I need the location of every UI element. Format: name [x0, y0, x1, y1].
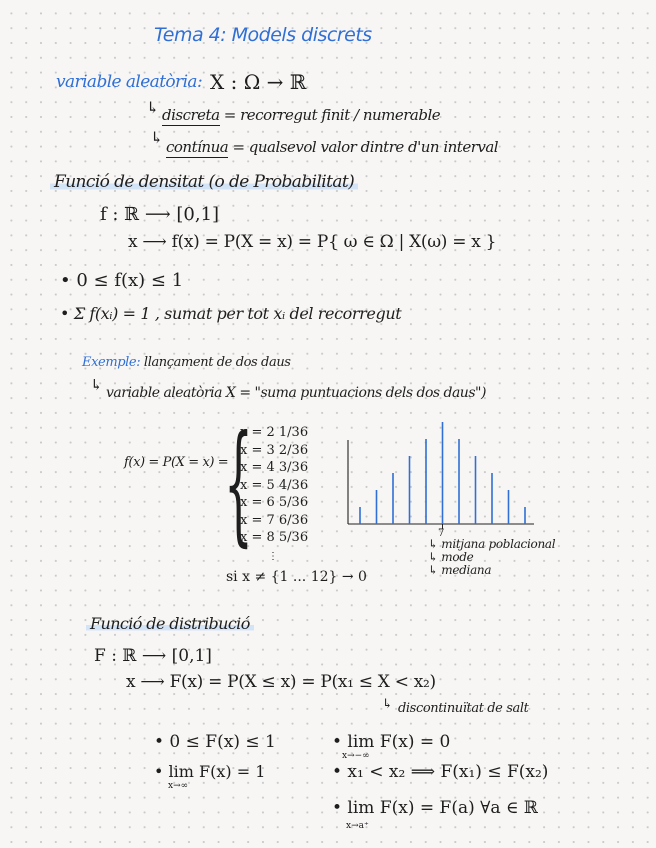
cases-otherwise: si x ≠ {1 ... 12} → 0: [226, 569, 367, 585]
page-title: Tema 4: Models discrets: [154, 24, 372, 46]
case-item: x = 2 1/36: [240, 425, 309, 440]
exemple-text: llançament de dos daus: [140, 355, 291, 370]
dist-prop-right-2: • x₁ < x₂ ⟹ F(x₁) ≤ F(x₂): [332, 762, 549, 782]
dist-prop-right-3-sub: x→a⁺: [346, 821, 369, 831]
arrow-sub-icon: ↳: [146, 98, 160, 117]
dist-prop-left-1: • 0 ≤ F(x) ≤ 1: [154, 732, 276, 752]
case-item: x = 3 2/36: [240, 442, 309, 458]
cases-dots: ⋮: [268, 551, 278, 562]
case-item: x = 7 6/36: [240, 512, 309, 528]
case-item: x = 5 4/36: [240, 477, 309, 493]
variable-aleatoria-label: variable aleatòria:: [56, 72, 203, 92]
case-item: x = 4 3/36: [240, 460, 309, 475]
dist-prop-left-2: • lim F(x) = 1: [154, 762, 266, 781]
fx-label: f(x) = P(X = x) =: [124, 455, 229, 470]
continua-word: contínua: [166, 138, 229, 156]
discreta-rest: = recorregut finit / numerable: [219, 106, 441, 124]
cases-brace: {: [224, 407, 253, 559]
densitat-prop1: • 0 ≤ f(x) ≤ 1: [60, 270, 184, 291]
chart-note: ↳ mitjana poblacional: [428, 537, 556, 551]
dist-prop-right-1: • lim F(x) = 0: [332, 732, 451, 752]
distribucio-map2: x ⟶ F(x) = P(X ≤ x) = P(x₁ ≤ X < x₂): [126, 672, 436, 692]
dist-prop-right-3: • lim F(x) = F(a) ∀a ∈ ℝ: [332, 798, 539, 818]
arrow-sub-icon: ↳: [382, 697, 393, 712]
chart-tick-label: 7: [438, 528, 445, 539]
discreta-word: discreta: [162, 106, 220, 124]
dist-prop-right-1-sub: x→−∞: [342, 751, 370, 761]
arrow-sub-icon: ↳: [90, 376, 103, 394]
discontinuitat-salt: discontinuïtat de salt: [398, 701, 529, 716]
densitat-map1: f : ℝ ⟶ [0,1]: [100, 204, 220, 225]
densitat-map2: x ⟶ f(x) = P(X = x) = P{ ω ∈ Ω | X(ω) = x }: [128, 232, 497, 252]
distribucio-heading: Funció de distribució: [86, 616, 254, 632]
case-item: x = 8 5/36: [240, 530, 309, 545]
arrow-sub-icon: ↳: [150, 128, 164, 147]
distribucio-map1: F : ℝ ⟶ [0,1]: [94, 646, 212, 666]
continua-rest: = qualsevol valor dintre d'un interval: [228, 138, 499, 156]
exemple-variable: variable aleatòria X = "suma puntuacions dels dos daus"): [106, 385, 486, 401]
dist-prop-left-2-sub: x→∞: [168, 781, 189, 791]
chart-note: ↳ mode: [428, 550, 474, 564]
densitat-prop2: • Σ f(xᵢ) = 1 , sumat per tot xᵢ del recorregut: [60, 304, 402, 323]
variable-aleatoria-def: X : Ω → ℝ: [210, 70, 307, 94]
case-item: x = 6 5/36: [240, 495, 309, 510]
densitat-heading: Funció de densitat (o de Probabilitat): [50, 174, 358, 191]
exemple-label: Exemple:: [82, 355, 141, 370]
chart-note: ↳ mediana: [428, 563, 492, 577]
